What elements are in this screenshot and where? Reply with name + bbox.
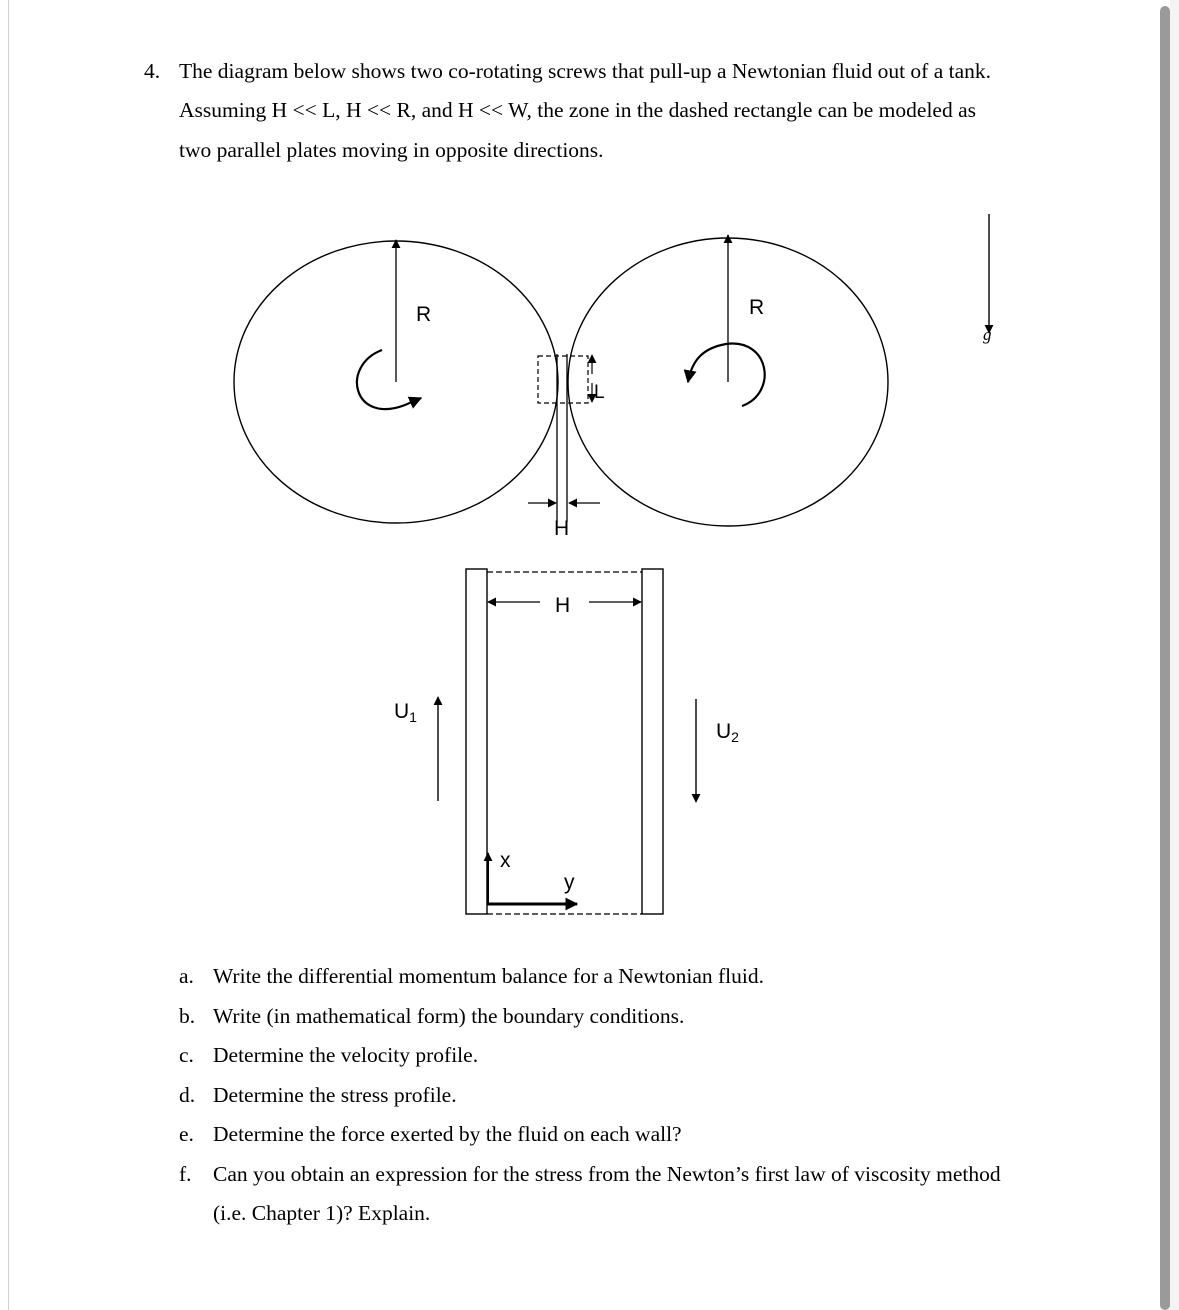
- part-a: [0, 964, 1150, 994]
- part-text: Write (in mathematical form) the boundary conditions.: [213, 1004, 685, 1028]
- gap-label: H: [554, 517, 570, 540]
- part-d: [0, 1083, 1150, 1113]
- right-rotation-arrow: [688, 344, 765, 406]
- part-f: [0, 1162, 1150, 1232]
- left-plate: [466, 569, 487, 914]
- question-text-line-3: two parallel plates moving in opposite directions.: [179, 138, 604, 162]
- gravity-label: g: [983, 325, 992, 344]
- u1-label: U1: [394, 700, 417, 725]
- zoom-gap-label: H: [555, 594, 571, 617]
- left-radius-label: R: [416, 303, 432, 326]
- question-number: 4.: [144, 59, 161, 83]
- right-plate: [642, 569, 663, 914]
- part-label: b.: [179, 1004, 196, 1028]
- question-text-line-2: Assuming H << L, H << R, and H << W, the zone in the dashed rectangle can be modeled as: [179, 98, 977, 122]
- part-label: d.: [179, 1083, 196, 1107]
- length-label: L: [594, 382, 605, 403]
- part-text: Determine the stress profile.: [213, 1083, 457, 1107]
- part-b: [0, 1004, 1150, 1034]
- part-c: [0, 1043, 1150, 1073]
- part-text-continued: (i.e. Chapter 1)? Explain.: [213, 1201, 431, 1225]
- u2-label: U2: [716, 720, 739, 745]
- y-axis-label: y: [564, 871, 575, 894]
- part-label: e.: [179, 1122, 194, 1146]
- part-e: [0, 1122, 1150, 1152]
- part-text: Determine the velocity profile.: [213, 1043, 479, 1067]
- left-rotation-arrow: [357, 350, 421, 409]
- part-label: a.: [179, 964, 194, 988]
- dashed-zone: [538, 356, 588, 403]
- right-radius-label: R: [749, 296, 765, 319]
- question-text-line-1: The diagram below shows two co-rotating screws that pull-up a Newtonian fluid out of a tank.: [179, 59, 992, 83]
- part-text: Can you obtain an expression for the stress from the Newton’s first law of viscosity method: [213, 1162, 1001, 1186]
- part-label: c.: [179, 1043, 194, 1067]
- part-text: Write the differential momentum balance for a Newtonian fluid.: [213, 964, 764, 988]
- part-label: f.: [179, 1162, 192, 1186]
- x-axis-label: x: [500, 849, 511, 872]
- part-text: Determine the force exerted by the fluid on each wall?: [213, 1122, 682, 1146]
